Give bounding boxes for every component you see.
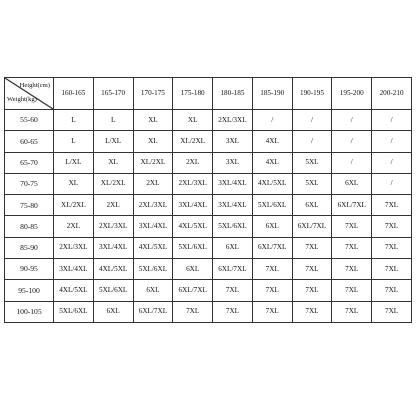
height-column-header: 165-170 [93, 78, 133, 110]
size-cell: 3XL/4XL [213, 195, 253, 216]
size-cell: 2XL [133, 173, 173, 194]
size-cell: 3XL [213, 152, 253, 173]
size-cell: 2XL [54, 216, 94, 237]
weight-row-header: 55-60 [5, 110, 54, 131]
size-cell: 5XL/6XL [213, 216, 253, 237]
weight-row-header: 90-95 [5, 259, 54, 280]
table-row [5, 280, 412, 301]
size-cell: 2XL/3XL [173, 173, 213, 194]
height-axis-label: Height(cm) [19, 82, 50, 89]
size-cell: 7XL [173, 301, 213, 322]
size-cell: XL/2XL [133, 152, 173, 173]
size-cell: 7XL [372, 195, 412, 216]
size-cell: 6XL/7XL [332, 195, 372, 216]
size-cell: 7XL [332, 216, 372, 237]
size-cell: L/XL [93, 131, 133, 152]
table-row [5, 152, 412, 173]
size-cell: 7XL [252, 301, 292, 322]
size-cell: 7XL [292, 259, 332, 280]
size-cell: 6XL/7XL [252, 237, 292, 258]
size-cell: 7XL [332, 237, 372, 258]
size-cell: L [93, 110, 133, 131]
size-cell: 5XL/6XL [54, 301, 94, 322]
size-cell: 4XL/5XL [133, 237, 173, 258]
height-column-header: 175-180 [173, 78, 213, 110]
table-row [5, 131, 412, 152]
size-chart-container [4, 77, 412, 323]
size-cell: 7XL [332, 301, 372, 322]
weight-row-header: 95-100 [5, 280, 54, 301]
size-cell: / [332, 131, 372, 152]
weight-row-header: 70-75 [5, 173, 54, 194]
weight-row-header: 65-70 [5, 152, 54, 173]
weight-row-header: 60-65 [5, 131, 54, 152]
size-cell: 7XL [332, 280, 372, 301]
size-cell: L/XL [54, 152, 94, 173]
size-cell: 6XL [173, 259, 213, 280]
size-cell: L [54, 110, 94, 131]
size-cell: 2XL [93, 195, 133, 216]
size-cell: 4XL/5XL [252, 173, 292, 194]
size-cell: 5XL/6XL [173, 237, 213, 258]
size-cell: 7XL [292, 237, 332, 258]
size-cell: 3XL [213, 131, 253, 152]
size-cell: 4XL/5XL [93, 259, 133, 280]
size-cell: XL/2XL [54, 195, 94, 216]
size-cell: 5XL/6XL [93, 280, 133, 301]
table-row [5, 301, 412, 322]
size-cell: / [292, 131, 332, 152]
size-cell: 6XL/7XL [133, 301, 173, 322]
size-cell: XL/2XL [93, 173, 133, 194]
size-cell: L [54, 131, 94, 152]
size-cell: 6XL [332, 173, 372, 194]
height-column-header: 195-200 [332, 78, 372, 110]
size-cell: 6XL [133, 280, 173, 301]
height-column-header: 160-165 [54, 78, 94, 110]
size-cell: 7XL [292, 301, 332, 322]
size-cell: 6XL [292, 195, 332, 216]
size-cell: 3XL/4XL [173, 195, 213, 216]
size-cell: 6XL [213, 237, 253, 258]
size-cell: 7XL [213, 301, 253, 322]
size-cell: 7XL [372, 301, 412, 322]
weight-row-header: 80-85 [5, 216, 54, 237]
size-cell: XL [173, 110, 213, 131]
size-cell: 7XL [292, 280, 332, 301]
height-column-header: 180-185 [213, 78, 253, 110]
size-cell: 3XL/4XL [213, 173, 253, 194]
size-cell: 6XL/7XL [173, 280, 213, 301]
size-cell: 2XL/3XL [54, 237, 94, 258]
weight-row-header: 100-105 [5, 301, 54, 322]
size-cell: 5XL/6XL [252, 195, 292, 216]
size-chart-body [5, 110, 412, 323]
size-cell: 5XL [292, 173, 332, 194]
weight-row-header: 85-90 [5, 237, 54, 258]
header-row [5, 78, 412, 110]
size-cell: 2XL/3XL [133, 195, 173, 216]
size-cell: 5XL [292, 152, 332, 173]
size-cell: 3XL/4XL [54, 259, 94, 280]
table-row [5, 237, 412, 258]
size-chart-table [4, 77, 412, 323]
height-column-header: 185-190 [252, 78, 292, 110]
weight-row-header: 75-80 [5, 195, 54, 216]
corner-cell [5, 78, 54, 110]
size-cell: 7XL [252, 259, 292, 280]
size-cell: / [372, 131, 412, 152]
table-row [5, 195, 412, 216]
size-cell: 6XL [93, 301, 133, 322]
size-cell: 6XL/7XL [292, 216, 332, 237]
height-column-header: 190-195 [292, 78, 332, 110]
size-cell: 5XL/6XL [133, 259, 173, 280]
size-cell: XL [133, 110, 173, 131]
size-cell: XL [93, 152, 133, 173]
size-cell: 4XL [252, 152, 292, 173]
size-cell: 6XL/7XL [213, 259, 253, 280]
size-cell: / [252, 110, 292, 131]
size-cell: 4XL/5XL [54, 280, 94, 301]
height-column-header: 170-175 [133, 78, 173, 110]
size-cell: 7XL [332, 259, 372, 280]
height-column-header: 200-210 [372, 78, 412, 110]
weight-axis-label: Weight(kg) [7, 96, 37, 104]
size-cell: 6XL [252, 216, 292, 237]
size-cell: / [292, 110, 332, 131]
size-cell: 2XL [173, 152, 213, 173]
size-cell: 7XL [252, 280, 292, 301]
size-cell: 2XL/3XL [93, 216, 133, 237]
size-cell: 7XL [372, 280, 412, 301]
table-row [5, 259, 412, 280]
size-cell: 2XL/3XL [213, 110, 253, 131]
size-cell: XL [54, 173, 94, 194]
size-cell: 3XL/4XL [133, 216, 173, 237]
table-row [5, 173, 412, 194]
table-row [5, 110, 412, 131]
size-cell: 7XL [372, 237, 412, 258]
table-row [5, 216, 412, 237]
size-cell: 7XL [213, 280, 253, 301]
size-cell: 3XL/4XL [93, 237, 133, 258]
size-cell: 7XL [372, 216, 412, 237]
size-cell: / [372, 152, 412, 173]
size-cell: / [332, 152, 372, 173]
size-cell: 7XL [372, 259, 412, 280]
size-cell: XL/2XL [173, 131, 213, 152]
size-cell: 4XL [252, 131, 292, 152]
size-cell: 4XL/5XL [173, 216, 213, 237]
size-cell: / [372, 110, 412, 131]
size-cell: XL [133, 131, 173, 152]
size-cell: / [372, 173, 412, 194]
size-cell: / [332, 110, 372, 131]
